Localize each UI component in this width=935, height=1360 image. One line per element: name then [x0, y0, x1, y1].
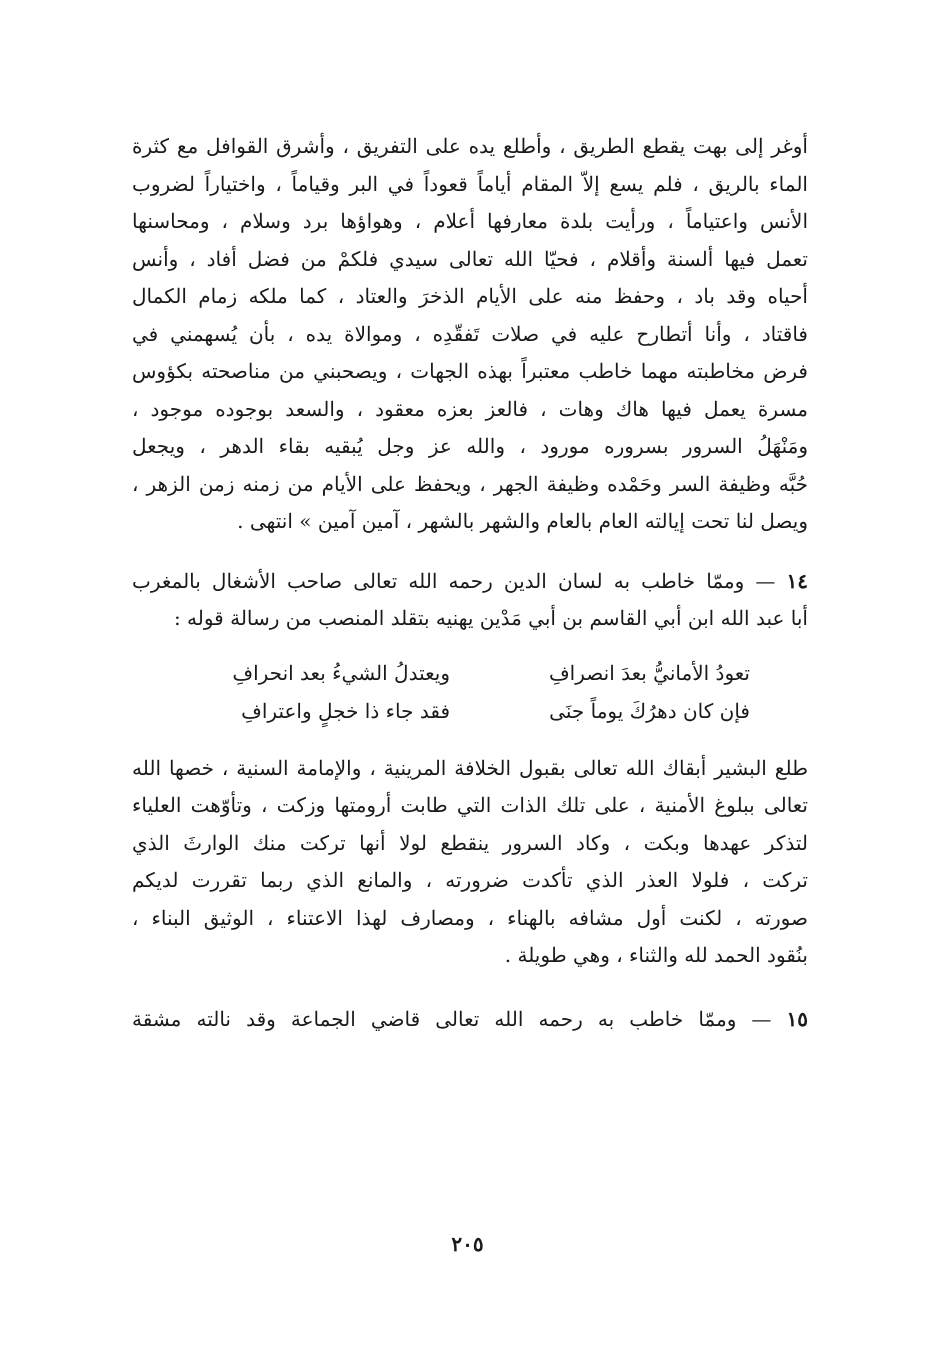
- paragraph-3: [132, 750, 808, 975]
- verse-second-hemistich: ويعتدلُ الشيءُ بعد انحرافِ: [232, 660, 450, 685]
- verse-line: [190, 654, 750, 692]
- text-line: فرض مخاطبته مهما خاطب معتبراً بهذه الجهات ، ويصحبني من مناصحته بكؤوس: [132, 359, 808, 383]
- text-line: [132, 1001, 808, 1039]
- verse-first-hemistich: تعودُ الأمانيُّ بعدَ انصرافِ: [548, 660, 750, 685]
- verse-second-hemistich: فقد جاء ذا خجلٍ واعترافِ: [241, 698, 450, 723]
- text-line: طلع البشير أبقاك الله تعالى بقبول الخلافة المرينية ، والإمامة السنية ، خصها الله: [132, 755, 808, 780]
- section-number: ١٥: [786, 1006, 809, 1031]
- text-line: تعمل فيها ألسنة وأقلام ، فحيّا الله تعالى سيدي فلكمْ من فضل أفاد ، وأنس: [132, 246, 808, 271]
- page-body: [132, 128, 808, 1038]
- text-line: [132, 563, 808, 601]
- text-span: — وممّا خاطب به لسان الدين رحمه الله تعالى صاحب الأشغال بالمغرب: [132, 568, 776, 593]
- text-line: الأنس واعتياماً ، ورأيت بلدة معارفها أعلام ، وهواؤها برد وسلام ، ومحاسنها: [132, 209, 808, 233]
- paragraph-2: [132, 563, 808, 638]
- text-line: أوغر إلى بهت يقطع الطريق ، وأطلع يده على التفريق ، وأشرق القوافل مع كثرة: [132, 134, 808, 158]
- text-line: أحياه وقد باد ، وحفظ منه على الأيام الذخرَ والعتاد ، كما ملكه زمام الكمال: [132, 284, 808, 308]
- text-line: صورته ، لكنت أول مشافه بالهناء ، ومصارف لهذا الاعتناء ، الوثيق البناء ،: [132, 905, 808, 930]
- text-span: — وممّا خاطب به رحمه الله تعالى قاضي الجماعة وقد نالته مشقة: [132, 1006, 772, 1031]
- text-line: الماء بالريق ، فلم يسع إلاّ المقام أياماً قعوداً في البر وقياماً ، واختياراً لضروب: [132, 171, 808, 196]
- page-number: ٢٠٥: [451, 1232, 484, 1256]
- verse-first-hemistich: فإن كان دهرُكَ يوماً جنَى: [549, 698, 750, 723]
- text-line: مسرة يعمل فيها هاك وهات ، فالعز بعزه معقود ، والسعد بوجوده موجود ،: [132, 396, 808, 421]
- text-line: تعالى ببلوغ الأمنية ، على تلك الذات التي طابت أرومتها وزكت ، وتأوّهت العلياء: [132, 793, 808, 817]
- paragraph-1: [132, 128, 808, 541]
- text-line: ويصل لنا تحت إيالته العام بالعام والشهر بالشهر ، آمين آمين » انتهى .: [237, 509, 808, 533]
- text-line: ومَنْهَلُ السرور بسروره مورود ، والله عز وجل يُبقيه بقاء الدهر ، ويجعل: [132, 434, 808, 458]
- text-line: فاقتاد ، وأنا أتطارح عليه في صلات تَفقّدِه ، وموالاة يده ، بأن يُسهمني في: [132, 321, 808, 346]
- text-line: لتذكر عهدها وبكت ، وكاد السرور ينقطع لولا أنها تركت منك الوارثَ الذي: [132, 830, 808, 855]
- verse-line: [190, 692, 750, 730]
- paragraph-4: [132, 1001, 808, 1039]
- poem-verses: [190, 654, 750, 730]
- section-number: ١٤: [786, 568, 808, 593]
- text-line: بنُقود الحمد لله والثناء ، وهي طويلة .: [504, 943, 808, 967]
- text-line: تركت ، فلولا العذر الذي تأكدت ضرورته ، والمانع الذي ربما تقررت لديكم: [132, 868, 808, 892]
- text-line: أبا عبد الله ابن أبي القاسم بن أبي مَدْين يهنيه بتقلد المنصب من رسالة قوله :: [173, 606, 808, 630]
- text-line: حُبَّه وظيفة السر وحَمْده وظيفة الجهر ، ويحفظ على الأيام من زمنه زمن الزهر ،: [132, 471, 808, 496]
